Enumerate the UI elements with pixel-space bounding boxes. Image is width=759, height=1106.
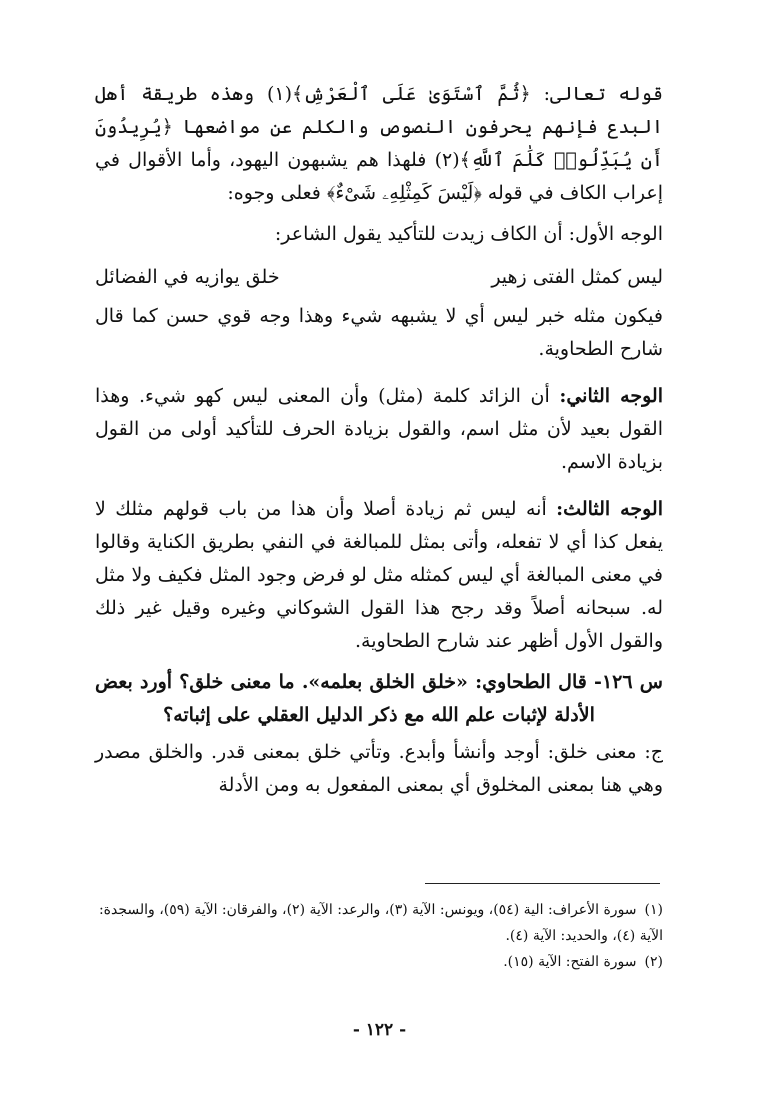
third-aspect-text: أنه ليس ثم زيادة أصلا وأن هذا من باب قولهم مثلك لا يفعل كذا أي لا تفعله، وأتى بمثل للمبالغة في النفي بطريق الكناية وقالوا في معنى المبالغة أي ليس كمثله مثل لو فرض وجود المثل فكيف ولا مثل له. سبحانه أصلاً وقد رجح هذا القول الشوكاني وغيره وقيل غير ذلك والقول الأول أظهر عند شارح الطحاوية. xyxy=(95,498,663,652)
third-aspect-paragraph xyxy=(95,493,663,658)
footnote-1 xyxy=(95,897,663,949)
footnote-1-text: سورة الأعراف: الية (٥٤)، ويونس: الآية (٣)، والرعد: الآية (٢)، والفرقان: الآية (٥٩)، والسجدة: الآية (٤)، والحديد: الآية (٤). xyxy=(98,902,663,944)
footnote-2-text: سورة الفتح: الآية (١٥). xyxy=(503,954,637,970)
after-verse-paragraph: فيكون مثله خبر ليس أي لا يشبهه شيء وهذا وجه قوي حسن كما قال شارح الطحاوية. xyxy=(95,305,663,360)
footnotes xyxy=(95,897,663,975)
page-body xyxy=(95,78,663,802)
second-aspect-paragraph xyxy=(95,380,663,479)
third-aspect-heading: الوجه الثالث: xyxy=(556,498,664,520)
footnote-2-number: (٢) xyxy=(644,954,663,970)
footnote-2 xyxy=(95,949,663,975)
verse-right-hemistich: ليس كمثل الفتى زهير xyxy=(491,266,663,288)
footnote-separator xyxy=(425,883,660,884)
answer-paragraph: ج: معنى خلق: أوجد وأنشأ وأبدع. وتأتي خلق بمعنى قدر. والخلق مصدر وهي هنا بمعنى المخلوق أي بمعنى المفعول به ومن الأدلة xyxy=(95,741,663,796)
second-aspect-heading: الوجه الثاني: xyxy=(559,385,663,407)
first-aspect-paragraph: الوجه الأول: أن الكاف زيدت للتأكيد يقول الشاعر: xyxy=(274,223,663,245)
poem-verse xyxy=(95,261,663,294)
verse-left-hemistich: خلق يوازيه في الفضائل xyxy=(95,266,280,288)
intro-paragraph: قوله تعالى: ﴿ثُمَّ ٱسْتَوَىٰ عَلَى ٱلْعَرْشِ﴾(١) وهذه طريقة أهل البدع فإنهم يحرفون النصوص والكلم عن مواضعها ﴿يُرِيدُونَ أَن يُبَدِّلُوا۟ كَلَٰمَ ٱللَّهِ﴾(٢) فلهذا هم يشبهون اليهود، وأما الأقوال في إعراب الكاف في قوله ﴿لَيْسَ كَمِثْلِهِۦ شَىْءٌ﴾ فعلى وجوه: xyxy=(95,83,664,204)
footnote-1-number: (١) xyxy=(644,902,663,918)
page-number: - ١٢٢ - xyxy=(352,1020,407,1040)
second-aspect-text: أن الزائد كلمة (مثل) وأن المعنى ليس كهو شيء. وهذا القول بعيد لأن مثل اسم، والقول بزيادة الحرف للتأكيد أولى من القول بزيادة الاسم. xyxy=(95,385,663,473)
question-126: س ١٢٦- قال الطحاوي: «خلق الخلق بعلمه». ما معنى خلق؟ أورد بعض الأدلة لإثبات علم الله مع ذكر الدليل العقلي على إثباته؟ xyxy=(95,671,663,726)
